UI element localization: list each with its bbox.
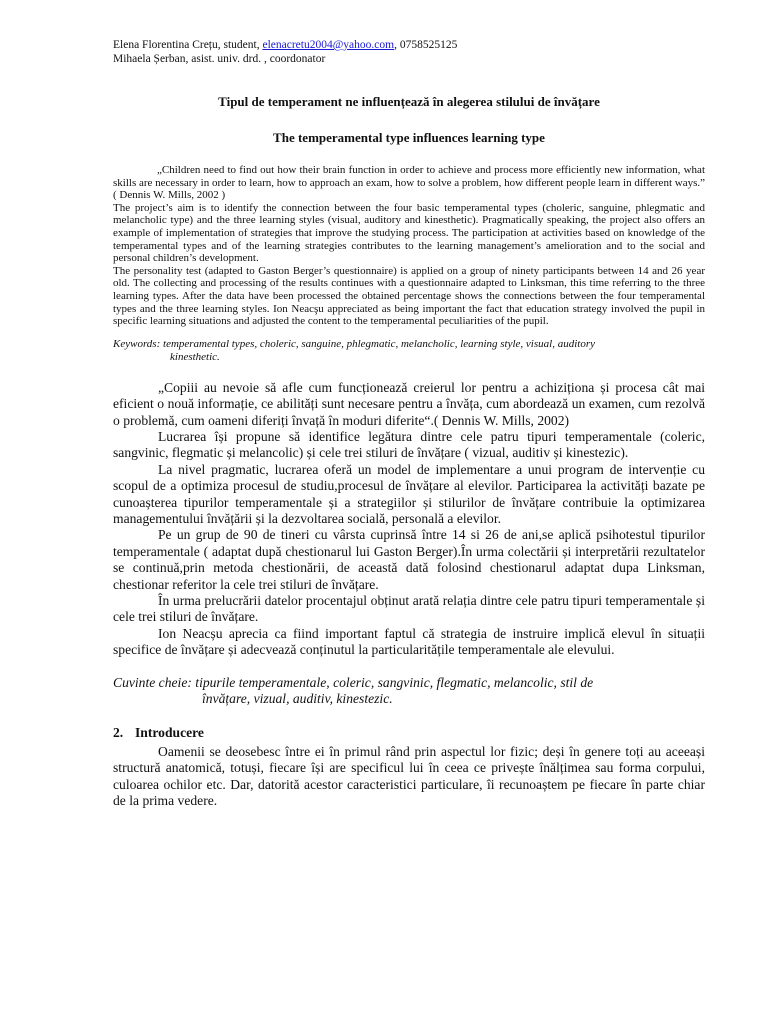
abstract-paragraph: The personality test (adapted to Gaston Berger’s questionnaire) is applied on a group of ninety participants between 14 and 26 year old. The collecting and processing of the results continues with a questionnaire adapted to Linksman, this time referring to the three learning types. After the data have been processed the obtained percentage shows the connections between the four temperamental types and the three learning styles. Ion Neacşu appreciated as being important the fact that education strategy involved the pupil in specific learning situations and adjusted the content to the temperamental peculiarities of the pupil.	[113, 264, 705, 328]
keywords-romanian	[113, 675, 705, 708]
section-heading	[113, 725, 705, 741]
body-paragraph: La nivel pragmatic, lucrarea oferă un model de implementare a unui program de intervenție cu scopul de a optimiza procesul de studiu,procesul de învățare al elevilor. Participarea la activități bazate pe cunoașterea tipurilor temperamentale și a strategiilor și stilurilor de învățare contribuie la optimizarea managementului învățării și la dezvoltarea socială, personală a elevilor.	[113, 461, 705, 526]
author-block	[113, 38, 705, 66]
body-paragraph: În urma prelucrării datelor procentajul obținut arată relația dintre cele patru tipuri temperamentale și cele trei stiluri de învățare.	[113, 593, 705, 625]
abstract-quote: „Children need to find out how their brain function in order to achieve and process more efficiently new information, what skills are necessary in order to learn, how to approach an exam, how to solve a problem, how different people learn in different ways.” ( Dennis W. Mills, 2002 )	[113, 164, 705, 202]
keywords-ro-label: Cuvinte cheie:	[113, 674, 192, 690]
body-paragraph: Ion Neacșu aprecia ca fiind important faptul că strategia de instruire implică elevul în situații specifice de învățare și adecvează conținutul la particularitățile temperamentale ale elevului.	[113, 625, 705, 658]
intro-paragraph: Oamenii se deosebesc între ei în primul rând prin aspectul lor fizic; deși în genere toți au aceeași structură anatomică, totuși, fiecare își are specificul lui în ceea ce privește înălțimea sau forma corpului, culoarea ochilor etc. Dar, datorită acestor caracteristici particulare, îi recunoaștem pe fiecare în parte chiar de la prima vedere.	[113, 743, 705, 809]
keywords-ro-line-1: tipurile temperamentale, coleric, sangvinic, flegmatic, melancolic, stil de	[191, 674, 594, 690]
keywords-line-2: kinesthetic.	[170, 350, 220, 363]
keywords-english	[113, 338, 705, 364]
author-email-link[interactable]: elenacretu2004@yahoo.com	[262, 39, 395, 51]
author-1	[113, 38, 705, 52]
author-1-phone: , 0758525125	[394, 39, 458, 51]
author-1-prefix: Elena Florentina Crețu, student,	[113, 39, 263, 51]
abstract-paragraph: The project’s aim is to identify the connection between the four basic temperamental types (choleric, sanguine, phlegmatic and melancholic type) and the three learning styles (visual, auditory and kinesthetic). Pragmatically speaking, the project also offers an example of implementation of strategies that improve the studying process. The participation at activities based on knowledge of the temperamental types and of the learning strategies contributes to the learning management’s amelioration and to the social and personal children’s development.	[113, 201, 705, 265]
keywords-ro-line-2: învățare, vizual, auditiv, kinestezic.	[202, 691, 393, 707]
keywords-line-1: temperamental types, choleric, sanguine, phlegmatic, melancholic, learning style, visual, auditory	[160, 337, 595, 350]
section-number: 2.	[113, 725, 124, 741]
body-paragraph: „Copiii au nevoie să afle cum funcționează creierul lor pentru a achiziționa și procesa cât mai eficient o nouă informație, ce abilități sunt necesare pentru a învăța, cum abordează un examen, cum rezolvă o problemă, cum oameni diferiți învață în moduri diferite“.( Dennis W. Mills, 2002)	[113, 379, 705, 428]
body-paragraph: Lucrarea își propune să identifice legătura dintre cele patru tipuri temperamentale (coleric, sangvinic, flegmatic și melancolic) și cele trei stiluri de învățare ( vizual, auditiv și kinestezic).	[113, 428, 705, 461]
keywords-label: Keywords:	[113, 337, 161, 350]
author-2: Mihaela Șerban, asist. univ. drd. , coordonator	[113, 53, 326, 65]
section-title: Introducere	[135, 725, 204, 741]
body-paragraph: Pe un grup de 90 de tineri cu vârsta cuprinsă între 14 si 26 de ani,se aplică psihotestul tipurilor temperamentale ( adaptat după chestionarul lui Gaston Berger).În urma colectării și interpretării rezultatelor se continuă,prin metoda chestionării, de această dată folosind chestionarul adaptat dupa Linksman, chestionar referitor la cele trei stiluri de învățare.	[113, 527, 705, 592]
title-romanian: Tipul de temperament ne influențează în alegerea stilului de învățare	[218, 94, 600, 109]
title-english: The temperamental type influences learning type	[273, 130, 545, 145]
document-page	[113, 38, 705, 809]
